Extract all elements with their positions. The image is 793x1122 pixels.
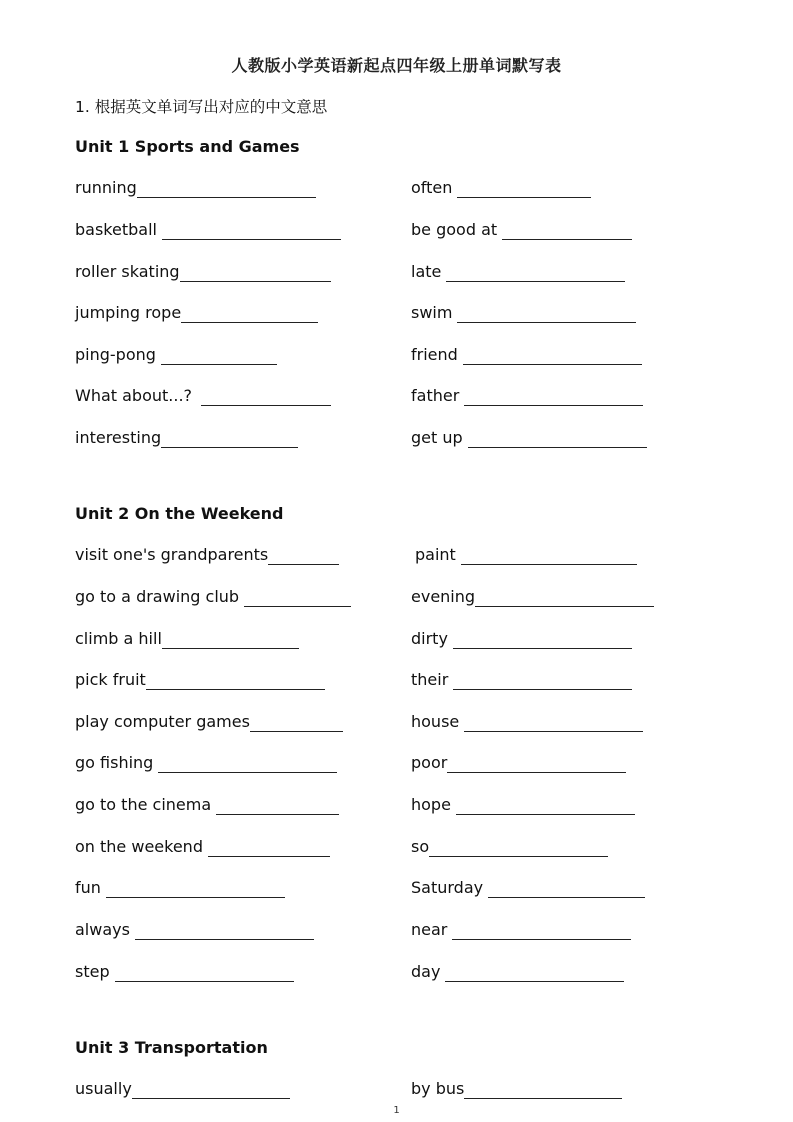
vocab-word: play computer games: [75, 712, 250, 731]
vocab-item: [75, 428, 298, 448]
instruction-text: 1. 根据英文单词写出对应的中文意思: [75, 98, 328, 116]
vocab-word: evening: [411, 587, 476, 606]
vocab-item: [411, 587, 654, 607]
vocab-word: usually: [75, 1079, 132, 1098]
vocab-item: [411, 962, 624, 982]
vocab-word: on the weekend: [75, 837, 203, 856]
vocab-item: [75, 386, 331, 406]
answer-blank[interactable]: [208, 838, 330, 857]
vocab-item: [411, 670, 632, 690]
vocab-word: near: [411, 920, 448, 939]
vocab-item: [411, 386, 643, 406]
vocab-item: [75, 962, 294, 982]
vocab-item: [411, 920, 631, 940]
answer-blank[interactable]: [161, 429, 298, 448]
answer-blank[interactable]: [468, 429, 647, 448]
vocab-item: [75, 545, 339, 565]
vocab-item: [75, 178, 316, 198]
page-title: 人教版小学英语新起点四年级上册单词默写表: [231, 56, 562, 75]
vocab-item: [75, 837, 330, 857]
answer-blank[interactable]: [201, 387, 331, 406]
vocab-word: always: [75, 920, 130, 939]
answer-blank[interactable]: [457, 304, 636, 323]
answer-blank[interactable]: [216, 796, 339, 815]
vocab-word: be good at: [411, 220, 498, 239]
vocab-item: [75, 220, 341, 240]
answer-blank[interactable]: [161, 346, 277, 365]
vocab-word: swim: [411, 303, 453, 322]
vocab-item: [75, 587, 351, 607]
vocab-word: day: [411, 962, 441, 981]
answer-blank[interactable]: [488, 879, 645, 898]
vocab-word: late: [411, 262, 442, 281]
vocab-item: [75, 345, 277, 365]
vocab-word: interesting: [75, 428, 162, 447]
vocab-item: [75, 670, 325, 690]
vocab-word: climb a hill: [75, 629, 162, 648]
vocab-word: father: [411, 386, 460, 405]
answer-blank[interactable]: [456, 796, 635, 815]
answer-blank[interactable]: [180, 263, 331, 282]
answer-blank[interactable]: [268, 546, 339, 565]
vocab-item: [411, 795, 635, 815]
answer-blank[interactable]: [502, 221, 632, 240]
answer-blank[interactable]: [452, 921, 631, 940]
answer-blank[interactable]: [464, 387, 643, 406]
answer-blank[interactable]: [457, 179, 591, 198]
answer-blank[interactable]: [132, 1080, 290, 1099]
vocab-word: basketball: [75, 220, 157, 239]
vocab-item: [75, 303, 318, 323]
vocab-item: [75, 795, 339, 815]
answer-blank[interactable]: [158, 754, 337, 773]
unit-heading: Unit 1 Sports and Games: [75, 137, 300, 156]
vocab-word: often: [411, 178, 453, 197]
answer-blank[interactable]: [453, 671, 632, 690]
vocab-item: [411, 629, 632, 649]
vocab-word: fun: [75, 878, 101, 897]
vocab-word: their: [411, 670, 449, 689]
vocab-item: [75, 262, 331, 282]
vocab-item: [411, 178, 591, 198]
answer-blank[interactable]: [445, 963, 624, 982]
answer-blank[interactable]: [461, 546, 637, 565]
page-number: 1: [393, 1105, 400, 1116]
vocab-word: jumping rope: [75, 303, 182, 322]
vocab-word: Saturday: [411, 878, 484, 897]
vocab-word: pick fruit: [75, 670, 146, 689]
vocab-item: [411, 303, 636, 323]
vocab-word: go to the cinema: [75, 795, 212, 814]
vocab-item: [411, 428, 647, 448]
vocab-item: [411, 878, 645, 898]
vocab-word: go fishing: [75, 753, 154, 772]
answer-blank[interactable]: [446, 263, 625, 282]
answer-blank[interactable]: [135, 921, 314, 940]
answer-blank[interactable]: [146, 671, 325, 690]
vocab-word: so: [411, 837, 430, 856]
vocab-item: [75, 753, 337, 773]
answer-blank[interactable]: [115, 963, 294, 982]
vocab-word: by bus: [411, 1079, 465, 1098]
vocab-item: [75, 1079, 290, 1099]
vocab-word: get up: [411, 428, 463, 447]
vocab-word: What about...?: [75, 386, 193, 405]
answer-blank[interactable]: [162, 630, 299, 649]
answer-blank[interactable]: [162, 221, 341, 240]
answer-blank[interactable]: [464, 1080, 622, 1099]
vocab-word: dirty: [411, 629, 448, 648]
vocab-word: house: [411, 712, 460, 731]
vocab-item: [75, 629, 299, 649]
vocab-word: step: [75, 962, 110, 981]
answer-blank[interactable]: [106, 879, 285, 898]
vocab-word: ping-pong: [75, 345, 156, 364]
vocab-word: go to a drawing club: [75, 587, 240, 606]
vocab-word: running: [75, 178, 137, 197]
answer-blank[interactable]: [429, 838, 608, 857]
answer-blank[interactable]: [447, 754, 626, 773]
vocab-item: [411, 220, 632, 240]
vocab-word: visit one's grandparents: [75, 545, 269, 564]
vocab-item: [411, 345, 642, 365]
vocab-word: friend: [411, 345, 458, 364]
vocab-word: poor: [411, 753, 448, 772]
vocab-item: [75, 920, 314, 940]
answer-blank[interactable]: [250, 713, 343, 732]
answer-blank[interactable]: [475, 588, 654, 607]
vocab-word: roller skating: [75, 262, 180, 281]
vocab-item: [411, 712, 643, 732]
vocab-item: [411, 1079, 622, 1099]
answer-blank[interactable]: [463, 346, 642, 365]
vocab-item: [75, 878, 285, 898]
answer-blank[interactable]: [244, 588, 351, 607]
vocab-item: [75, 712, 343, 732]
answer-blank[interactable]: [137, 179, 316, 198]
vocab-item: [415, 545, 637, 565]
answer-blank[interactable]: [464, 713, 643, 732]
vocab-item: [411, 753, 626, 773]
unit-heading: Unit 3 Transportation: [75, 1038, 268, 1057]
vocab-item: [411, 262, 625, 282]
answer-blank[interactable]: [453, 630, 632, 649]
unit-heading: Unit 2 On the Weekend: [75, 504, 284, 523]
answer-blank[interactable]: [181, 304, 318, 323]
vocab-word: hope: [411, 795, 451, 814]
vocab-item: [411, 837, 608, 857]
vocab-word: paint: [415, 545, 456, 564]
